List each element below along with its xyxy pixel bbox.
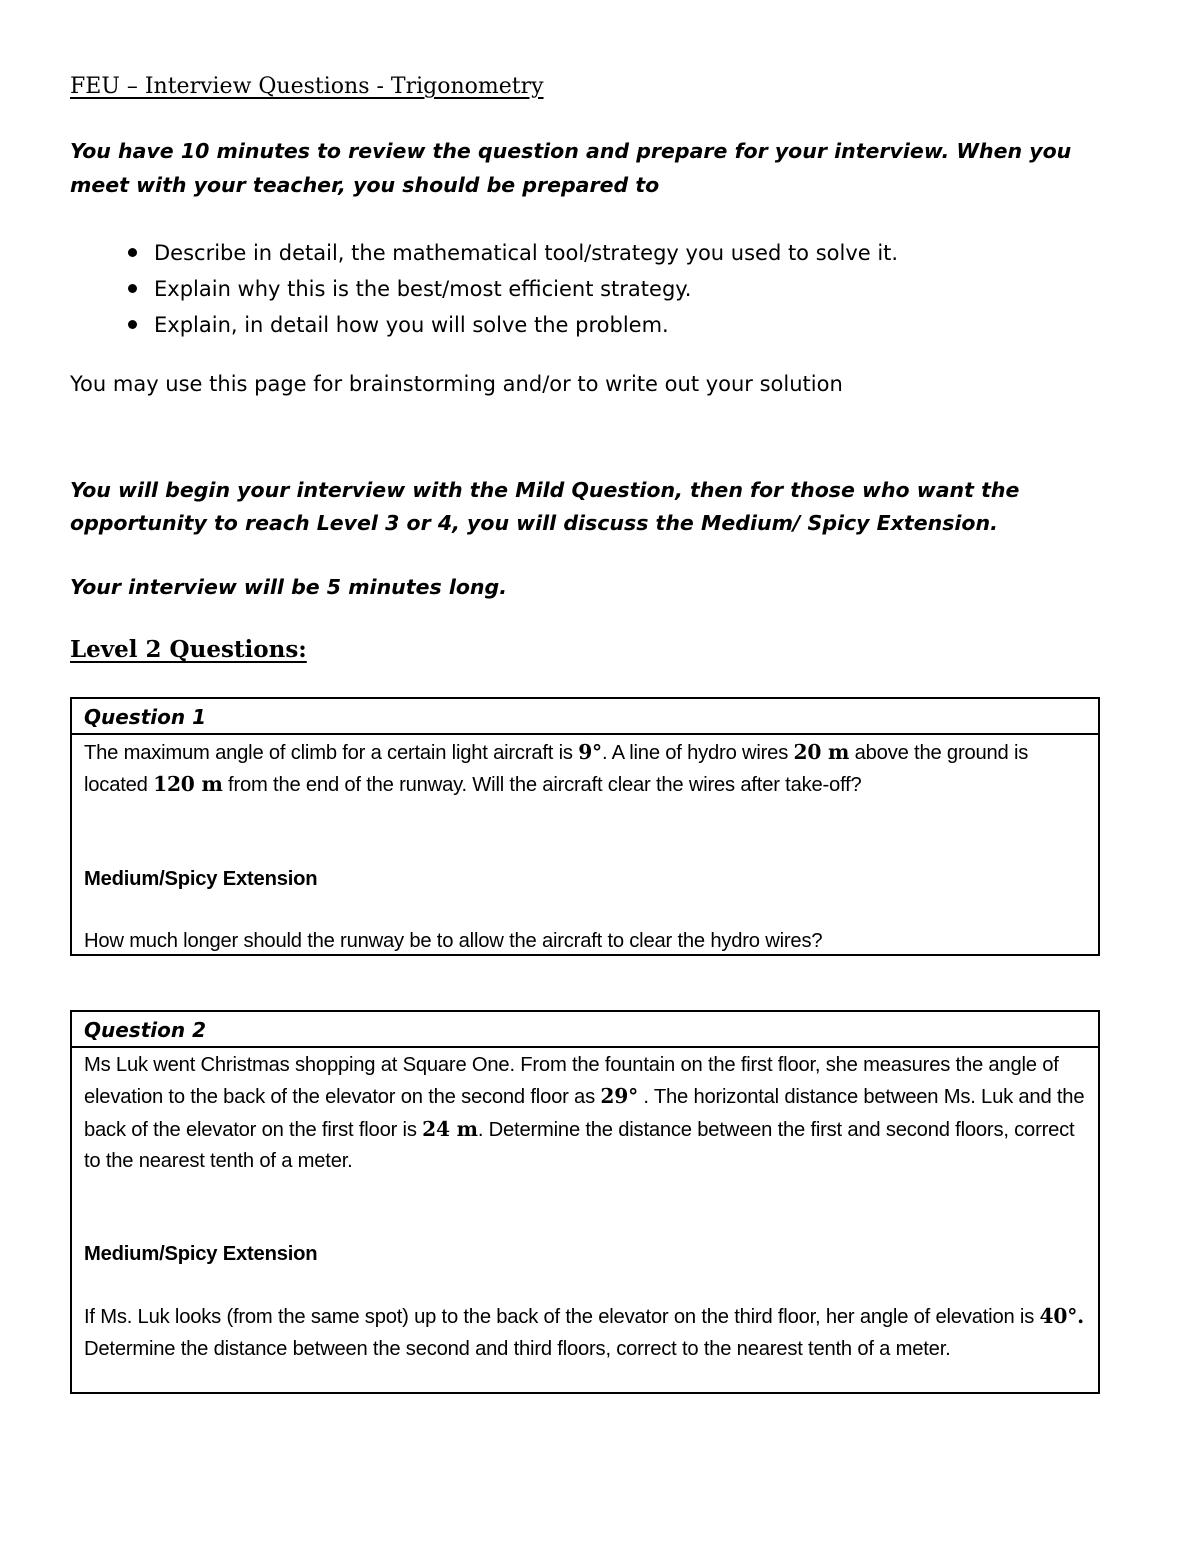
list-item: Explain why this is the best/most efficient strategy. (70, 271, 898, 307)
math-value: 24 m (422, 1116, 478, 1141)
question-2-extension-label: Medium/Spicy Extension (84, 1243, 318, 1266)
math-value: 9° (578, 740, 602, 764)
question-text: Determine the distance between the second and third floors, correct to the nearest tenth of a meter. (84, 1337, 951, 1360)
math-value: 120 m (153, 772, 223, 797)
question-text: Ms Luk went Christmas shopping at Square One. From the fountain on the first floor, she measures the angle of elevation to the back of the elevator on the second floor as (84, 1054, 1059, 1109)
preparation-list (70, 235, 898, 343)
question-1-extension-text: How much longer should the runway be to allow the aircraft to clear the hydro wires? (84, 929, 823, 952)
question-text: . The horizontal distance between Ms. Luk and the back of the elevator on the first floor is (84, 1086, 1085, 1141)
math-value: 20 m (793, 740, 850, 764)
list-item: Describe in detail, the mathematical tool/strategy you used to solve it. (70, 235, 898, 271)
question-text: above the ground is located (84, 742, 1029, 797)
question-2-title: Question 2 (72, 1012, 1098, 1048)
question-text: The maximum angle of climb for a certain light aircraft is (84, 742, 579, 764)
question-1-box (70, 697, 1100, 956)
question-text: If Ms. Luk looks (from the same spot) up to the back of the elevator on the third floor, her angle of elevation is (84, 1306, 1040, 1329)
question-2-extension-text (84, 1301, 1090, 1365)
question-1-extension-label: Medium/Spicy Extension (84, 867, 318, 890)
list-item: Explain, in detail how you will solve the problem. (70, 307, 898, 343)
question-1-title: Question 1 (72, 699, 1098, 735)
question-text: from the end of the runway. Will the aircraft clear the wires after take-off? (222, 774, 862, 797)
math-value: 29° (600, 1084, 638, 1109)
question-1-text (84, 737, 1090, 802)
question-text: . A line of hydro wires (601, 742, 794, 764)
question-2-body (72, 1048, 1098, 1369)
question-text: . Determine the distance between the first and second floors, correct to the nearest tenth of a meter. (84, 1118, 1075, 1172)
interview-order-note: You will begin your interview with the Mild Question, then for those who want the opportunity to reach Level 3 or 4, you will discuss the Medium/ Spicy Extension. (70, 478, 1020, 535)
intro-instructions: You have 10 minutes to review the question and prepare for your interview. When you meet with your teacher, you should be prepared to (70, 139, 1072, 197)
interview-length-note: Your interview will be 5 minutes long. (70, 575, 507, 599)
question-2-text (84, 1050, 1090, 1177)
brainstorm-note: You may use this page for brainstorming and/or to write out your solution (70, 372, 843, 396)
question-2-box (70, 1010, 1100, 1394)
math-value: 40°. (1039, 1304, 1084, 1329)
section-heading: Level 2 Questions: (70, 636, 307, 663)
question-1-body (72, 735, 1098, 961)
page-title: FEU – Interview Questions - Trigonometry (70, 74, 544, 99)
